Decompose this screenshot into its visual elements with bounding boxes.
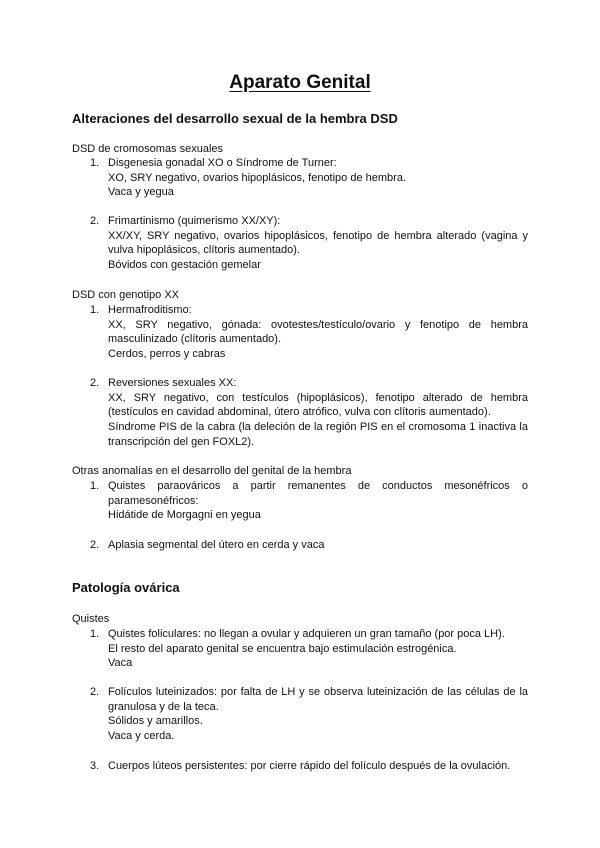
item-species: Hidátide de Morgagni en yegua: [108, 509, 261, 522]
item-description: Sólidos y amarillos.: [108, 715, 203, 728]
item-text: Aplasia segmental del útero en cerda y vaca: [108, 539, 325, 551]
item-text: Hermafroditismo:: [108, 304, 192, 316]
group-label-cromosomas: DSD de cromosomas sexuales: [72, 143, 224, 155]
group-label-genotipo-xx: DSD con genotipo XX: [72, 289, 180, 301]
list-item: [90, 759, 528, 774]
item-species: Bóvidos con gestación gemelar: [108, 259, 261, 272]
list-item: [90, 303, 528, 362]
list-item: [90, 627, 528, 671]
item-species: Vaca y cerda.: [108, 730, 175, 743]
item-description: XX, SRY negativo, gónada: ovotestes/testículo/ovario y fenotipo de hembra masculinizado (clítoris aumentado).: [108, 318, 528, 346]
list-number: 1.: [90, 628, 100, 640]
item-text: Frimartinismo (quimerismo XX/XY):: [108, 215, 281, 227]
list-number: 1.: [90, 480, 100, 492]
list-item: [90, 538, 528, 553]
list-number: 3.: [90, 760, 100, 772]
item-description: XX/XY, SRY negativo, ovarios hipoplásicos, fenotipo de hembra alterado (vagina y vulva hipoplásicos, clítoris aumentado).: [108, 229, 528, 257]
list-number: 2.: [90, 215, 100, 227]
item-text: Folículos luteinizados: por falta de LH y se observa luteinización de las células de la granulosa y de la teca.: [108, 686, 528, 713]
item-text: Reversiones sexuales XX:: [108, 377, 237, 389]
item-extra: Síndrome PIS de la cabra (la deleción de la región PIS en el cromosoma 1 inactiva la transcripción del gen FOXL2).: [108, 421, 528, 448]
item-description: El resto del aparato genital se encuentra bajo estimulación estrogénica.: [108, 642, 457, 655]
item-description: XX, SRY negativo, con testículos (hipoplásicos), fenotipo alterado de hembra (testículos en cavidad abdominal, útero atrófico, vulva con clítoris aumentado).: [108, 391, 528, 419]
group-label-otras-anomalias: Otras anomalías en el desarrollo del genital de la hembra: [72, 465, 352, 477]
group-label-quistes: Quistes: [72, 613, 110, 625]
page-title: Aparato Genital: [229, 72, 371, 93]
section-heading-patologia-ovarica: Patología ovárica: [72, 580, 180, 595]
item-text: Quistes foliculares: no llegan a ovular y adquieren un gran tamaño (por poca LH).: [108, 628, 505, 640]
item-description: XO, SRY negativo, ovarios hipoplásicos, fenotipo de hembra.: [108, 171, 406, 184]
item-species: Vaca y yegua: [108, 186, 174, 199]
list-item: [90, 479, 528, 523]
list-item: [90, 685, 528, 744]
list-number: 2.: [90, 686, 100, 698]
list-item: [90, 376, 528, 450]
item-species: Cerdos, perros y cabras: [108, 348, 226, 361]
list-item: [90, 214, 528, 273]
list-number: 1.: [90, 304, 100, 316]
list-number: 2.: [90, 539, 100, 551]
list-number: 1.: [90, 157, 100, 169]
list-number: 2.: [90, 377, 100, 389]
item-text: Quistes paraováricos a partir remanentes de conductos mesonéfricos o paramesonéfricos:: [108, 480, 528, 507]
list-item: [90, 156, 528, 200]
item-text: Disgenesia gonadal XO o Síndrome de Turner:: [108, 157, 337, 169]
section-heading-dsd: Alteraciones del desarrollo sexual de la hembra DSD: [72, 111, 398, 126]
item-text: Cuerpos lúteos persistentes: por cierre rápido del folículo después de la ovulación.: [108, 760, 511, 772]
item-species: Vaca: [108, 657, 133, 670]
